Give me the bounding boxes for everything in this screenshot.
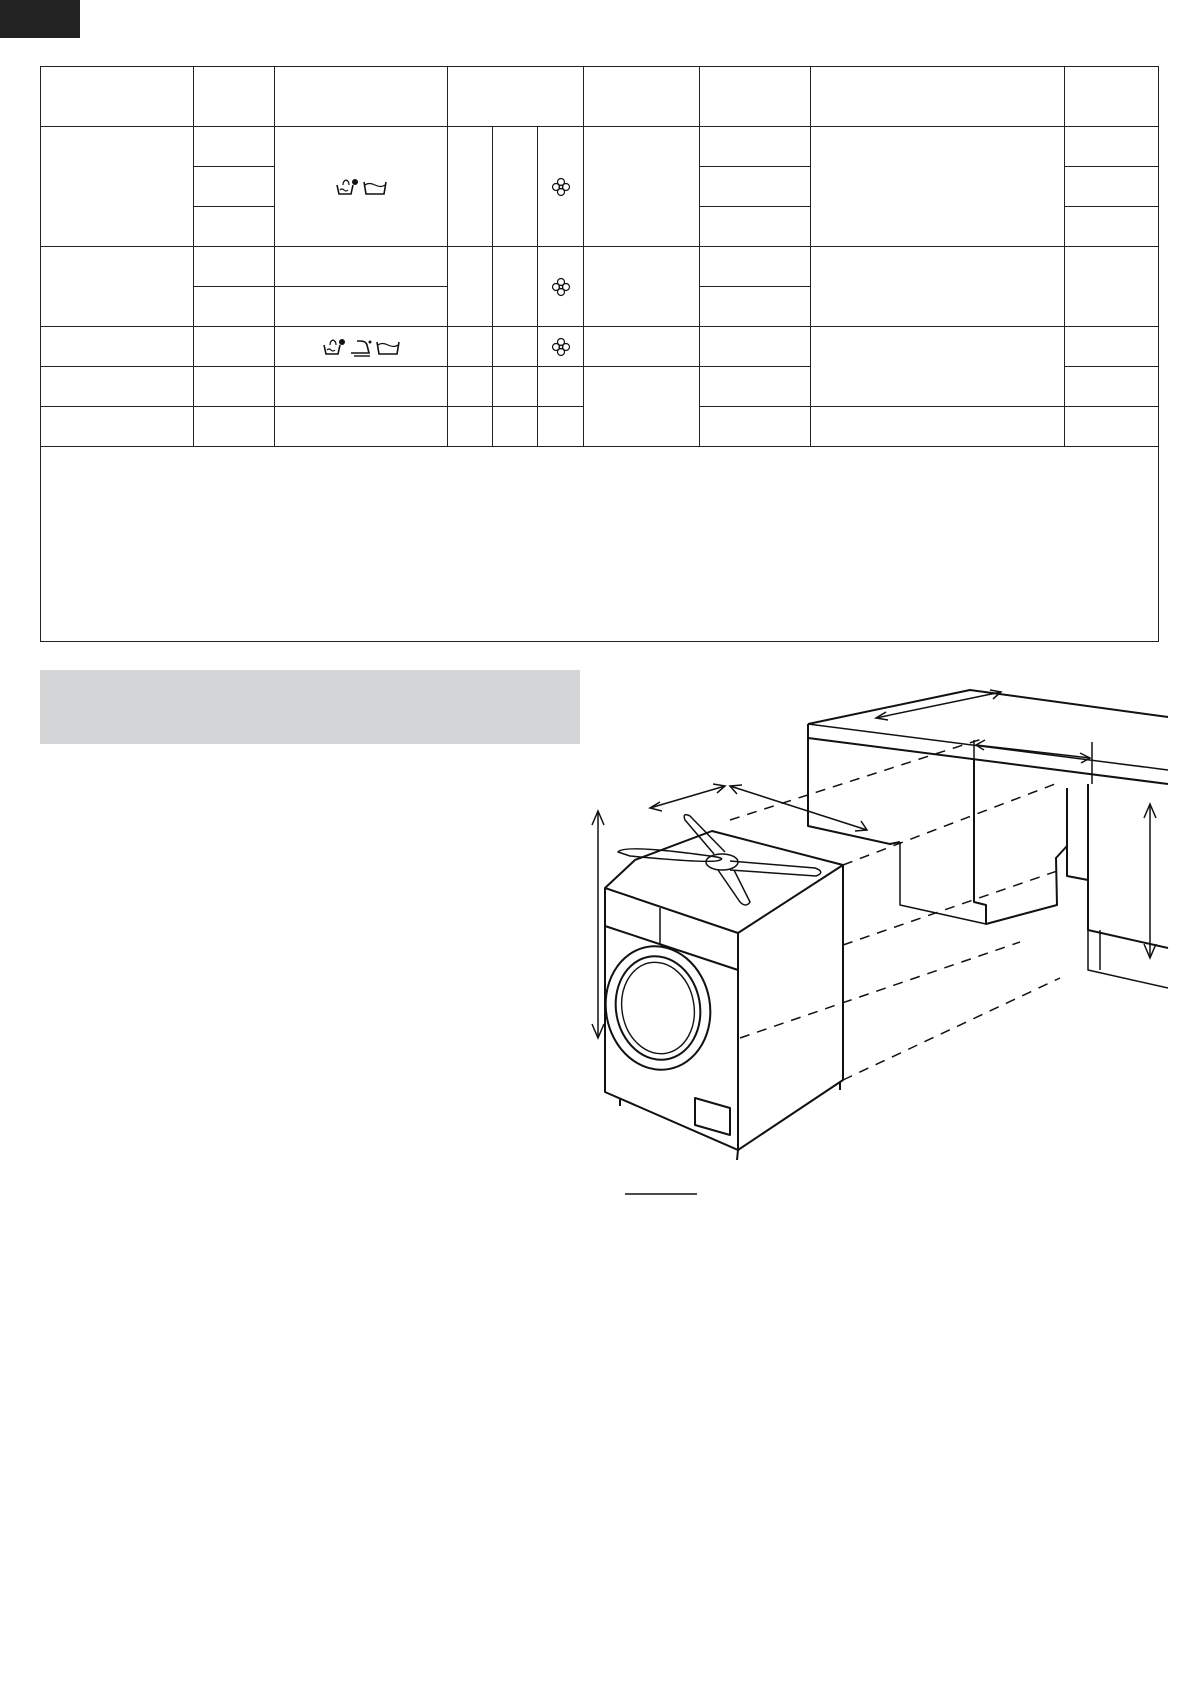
cabinet-recess (900, 760, 1168, 988)
iron-icon (348, 337, 372, 357)
built-in-installation-diagram (590, 680, 1170, 1200)
wash-tub-icon (362, 177, 388, 197)
projection-lines (730, 738, 1060, 1080)
table-row (41, 247, 1159, 287)
wash-tub-icon (375, 337, 401, 357)
table-header-row (41, 67, 1159, 127)
section-heading-box (40, 670, 580, 744)
dimension-arrows (592, 690, 1156, 1038)
table-row (41, 127, 1159, 167)
page-tab-marker (0, 0, 80, 38)
washing-machine (596, 815, 843, 1160)
wash-basin-gentle-icon (321, 337, 345, 357)
wash-basin-gentle-icon (334, 177, 358, 197)
kitchen-countertop (808, 690, 1168, 844)
table-notes-row (41, 447, 1159, 642)
program-table (40, 66, 1159, 642)
flower-icon (551, 277, 571, 297)
flower-icon (551, 337, 571, 357)
flower-icon (551, 177, 571, 197)
table-row (41, 327, 1159, 367)
